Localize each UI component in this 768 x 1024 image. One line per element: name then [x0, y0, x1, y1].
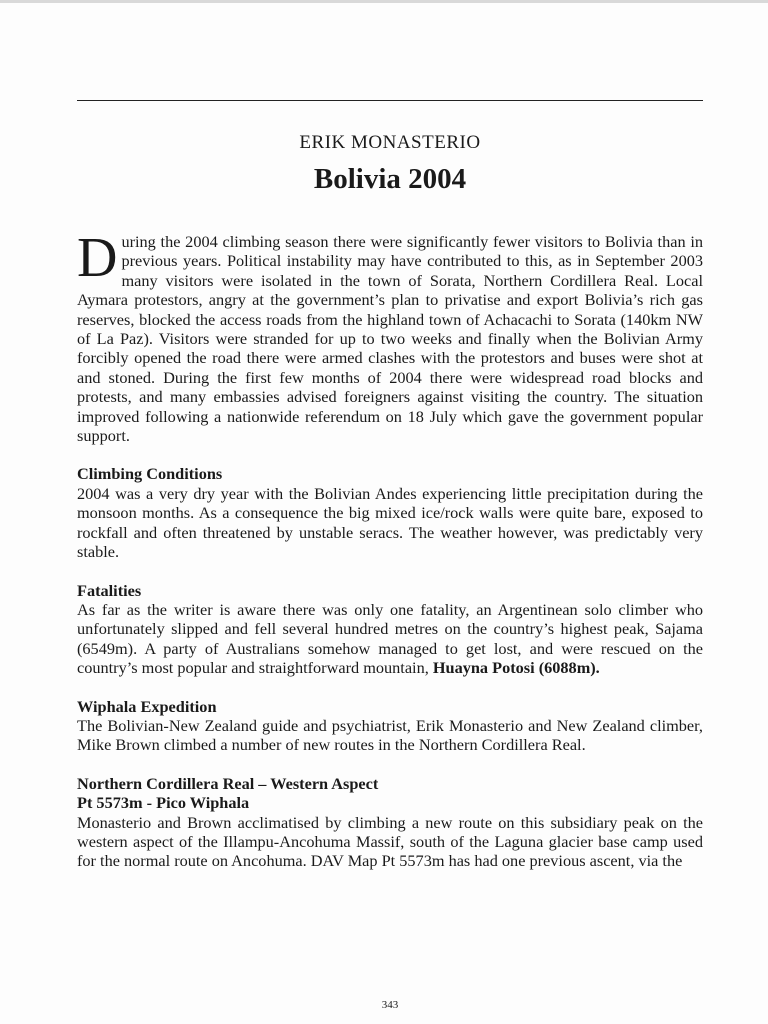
heading-fatalities: Fatalities: [77, 580, 142, 600]
article-title: Bolivia 2004: [313, 163, 467, 195]
page-number: 343: [381, 999, 399, 1011]
intro-paragraph: [77, 227, 703, 446]
scan-top-edge: [0, 0, 768, 3]
fatalities-bold-peak: Huayna Potosi (6088m): [432, 658, 596, 678]
climbing-conditions-paragraph: 2004 was a very dry year with the Bolivian Andes experiencing little precipitation during the monsoon months. As a consequence the big mixed ice/rock walls were quite bare, exposed to rockfall and often threatened by unstable seracs. The weather however, was predictably very stable.: [77, 483, 703, 562]
fatalities-paragraph: [77, 600, 703, 678]
author-name: ERIK MONASTERIO: [299, 132, 481, 153]
fatalities-end: .: [595, 658, 600, 678]
fatalities-text: As far as the writer is aware there was only one fatality, an Argentinean solo climber who unfortunately slipped and fell several hundred metres on the country’s highest peak, Sajama (6549m). A party of Australians somehow managed to get lost, and were rescued on the country’s most popular and straightforward mountain,: [77, 599, 703, 678]
intro-text: uring the 2004 climbing season there were significantly fewer visitors to Bolivia than in previous years. Political instability may have contributed to this, as in September 2003 many visitors were isolated in the town of Sorata, Northern Cordillera Real. Local Aymara protestors, angry at the government’s plan to privatise and export Bolivia’s rich gas reserves, blocked the access roads from the highland town of Achacachi to Sorata (140km NW of La Paz). Visitors were stranded for up to two weeks and finally when the Bolivian Army forcibly opened the road there were armed clashes with the protestors and buses were shot at and stoned. During the first few months of 2004 there were widespread road blocks and protests, and many embassies advised foreigners against visiting the country. The situation improved following a nationwide referendum on 18 July which gave the government popular support.: [77, 232, 703, 446]
heading-climbing-conditions: Climbing Conditions: [77, 464, 223, 484]
heading-northern-cordillera: Northern Cordillera Real – Western Aspect: [77, 773, 379, 793]
wiphala-paragraph: The Bolivian-New Zealand guide and psychiatrist, Erik Monasterio and New Zealand climber, Mike Brown climbed a number of new routes in the Northern Cordillera Real.: [77, 715, 703, 755]
article-body: [77, 227, 703, 871]
heading-wiphala-expedition: Wiphala Expedition: [77, 696, 217, 716]
subheading-pico-wiphala: Pt 5573m - Pico Wiphala: [77, 793, 250, 813]
header-rule: [77, 100, 703, 101]
drop-cap: D: [77, 227, 118, 289]
northern-paragraph: Monasterio and Brown acclimatised by climbing a new route on this subsidiary peak on the western aspect of the Illampu-Ancohuma Massif, south of the Laguna glacier base camp used for the normal route on Ancohuma. DAV Map Pt 5573m has had one previous ascent, via the: [77, 812, 703, 871]
